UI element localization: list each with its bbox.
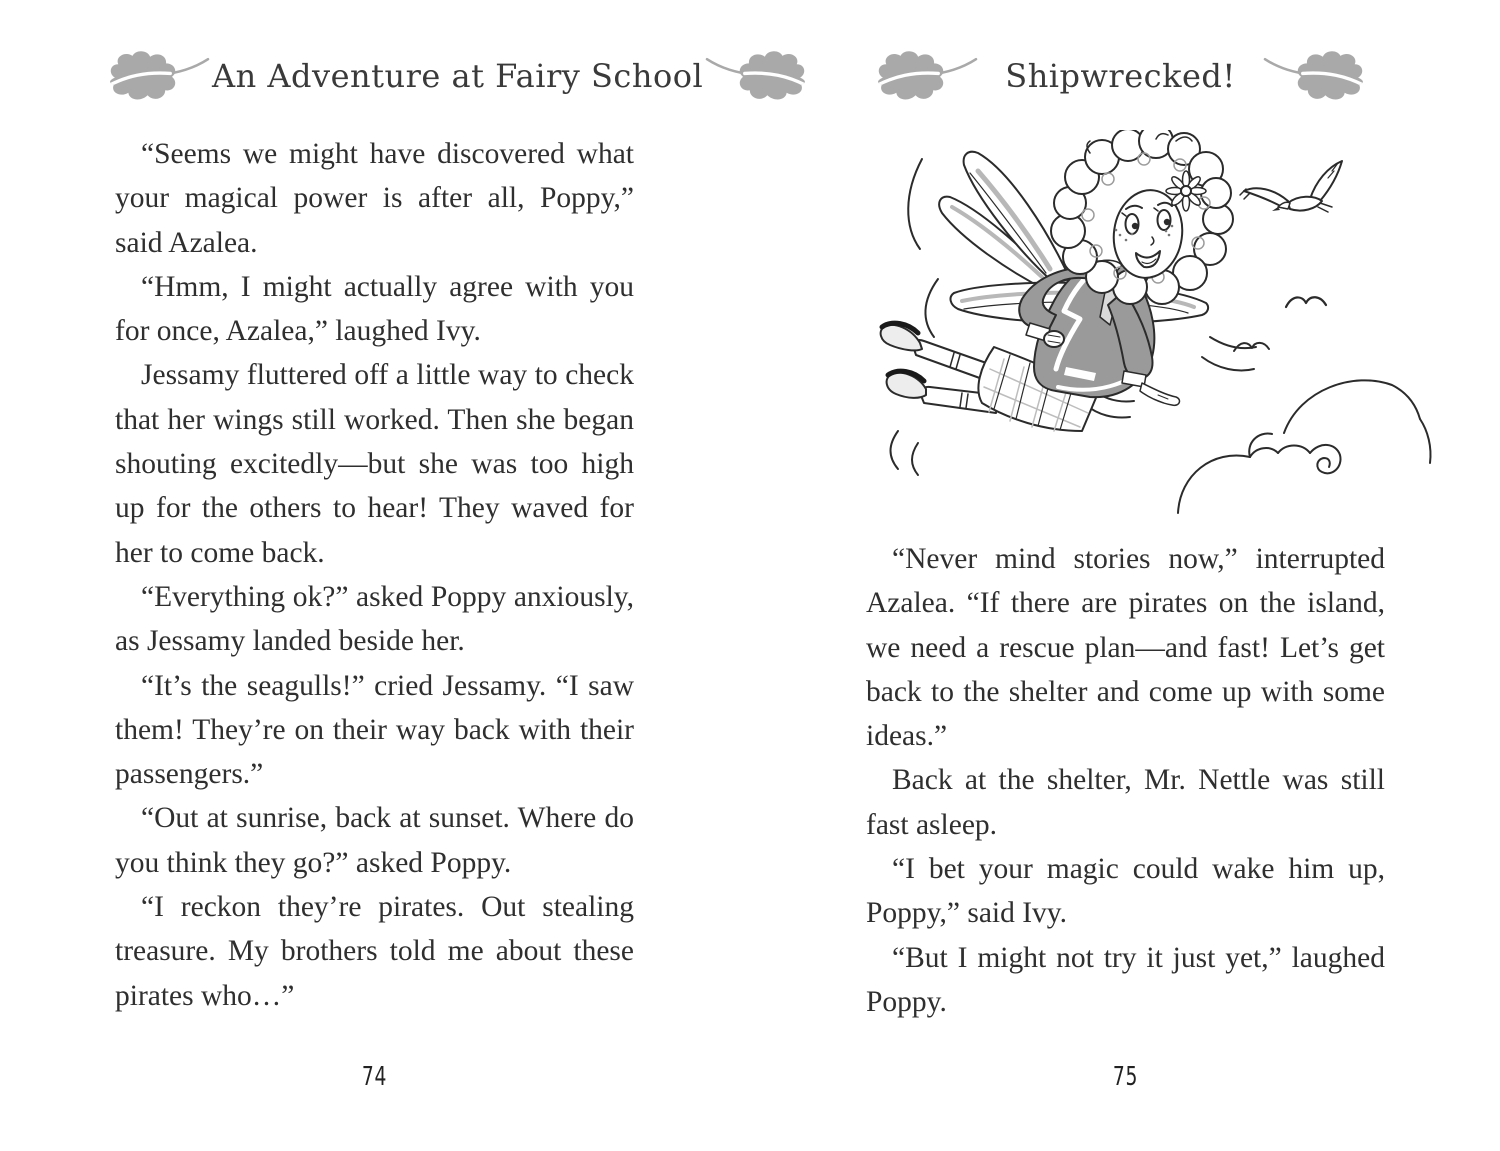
story-paragraph: “I bet your magic could wake him up, Poppy,” said Ivy.	[866, 853, 1385, 930]
left-text-block	[115, 132, 634, 1018]
right-text-block	[866, 537, 1385, 1024]
fairy-flying-illustration	[858, 130, 1482, 532]
right-page-header	[868, 50, 1373, 102]
right-page-number	[866, 1062, 1385, 1092]
story-paragraph: “Everything ok?” asked Poppy anxiously, as Jessamy landed beside her.	[115, 580, 634, 658]
page-number-text: 75	[1112, 1062, 1139, 1092]
story-paragraph: “But I might not try it just yet,” laughed Poppy.	[866, 941, 1385, 1018]
story-paragraph: “Never mind stories now,” interrupted Azalea. “If there are pirates on the island, we need a rescue plan—and fast! Let’s get back to the shelter and come up with some ideas.”	[866, 543, 1385, 753]
story-paragraph: “Out at sunrise, back at sunset. Where do you think they go?” asked Poppy.	[115, 802, 634, 879]
story-paragraph: “It’s the seagulls!” cried Jessamy. “I saw them! They’re on their way back with their passengers.”	[115, 669, 634, 791]
story-paragraph: Back at the shelter, Mr. Nettle was still fast asleep.	[866, 764, 1385, 841]
story-paragraph: “I reckon they’re pirates. Out stealing treasure. My brothers told me about these pirates who…”	[115, 891, 634, 1012]
oak-leaf-icon	[100, 50, 212, 102]
oak-leaf-icon	[1261, 50, 1373, 102]
story-paragraph: “Seems we might have discovered what your magical power is after all, Poppy,” said Azalea.	[115, 138, 634, 259]
oak-leaf-icon	[868, 50, 980, 102]
page-number-text: 74	[361, 1062, 388, 1092]
oak-leaf-icon	[703, 50, 815, 102]
left-running-head: An Adventure at Fairy School	[212, 57, 704, 95]
left-page-header	[100, 50, 704, 102]
left-page-number	[115, 1062, 634, 1092]
right-running-head: Shipwrecked!	[1005, 57, 1236, 95]
story-paragraph: Jessamy fluttered off a little way to check that her wings still worked. Then she began shouting excitedly—but she was too high up for the others to hear! They waved for her to come back.	[115, 359, 634, 569]
story-paragraph: “Hmm, I might actually agree with you for once, Azalea,” laughed Ivy.	[115, 270, 634, 348]
